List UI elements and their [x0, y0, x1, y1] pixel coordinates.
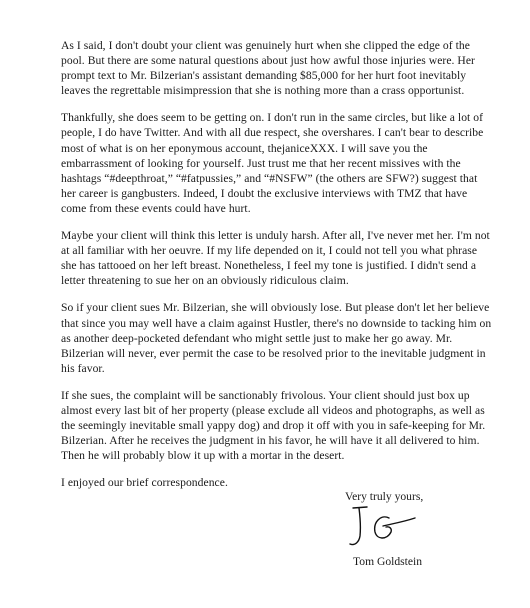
paragraph-twitter: Thankfully, she does seem to be getting on. I don't run in the same circles, but like a lot of people, I do have Twitter. And with all due respect, she overshares. I can't bear to describe most of what is on her eponymous account, thejaniceXXX. I will save you the embarrassment of looking for yourself. Just trust me that her recent missives with the hashtags “#deepthroat,” “#fatpussies,” and “#NSFW” (the others are SFW?) suggest that her career is gangbusters. Indeed, I doubt the exclusive interviews with TMZ that have come from these events could have hurt. — [61, 111, 484, 215]
letter-body — [61, 38, 493, 502]
paragraph-lawsuit: So if your client sues Mr. Bilzerian, she will obviously lose. But please don't let her believe that since you may well have a claim against Hustler, there's no downside to tacking him on as another deep-pocketed defendant who might settle just to make her go away. Mr. Bilzerian will never, ever permit the case to be resolved prior to the inevitable judgment in his favor. — [61, 301, 492, 375]
paragraph-injuries: As I said, I don't doubt your client was genuinely hurt when she clipped the edge of the pool. But there are some natural questions about just how awful those injuries were. Her prompt text to Mr. Bilzerian's assistant demanding $85,000 for her hurt foot inevitably leaves the regrettable misimpression that she is nothing more than a crass opportunist. — [61, 39, 475, 98]
closing-phrase: Very truly yours, — [345, 490, 424, 503]
signer-name: Tom Goldstein — [353, 555, 423, 568]
handwritten-signature — [345, 504, 421, 550]
paragraph-tone: Maybe your client will think this letter is unduly harsh. After all, I've never met her. I'm not at all familiar with her oeuvre. If my life depended on it, I could not tell you what phrase she has tattooed on her left breast. Nonetheless, I feel my tone is justified. I didn't send a letter threatening to sue her on an obviously ridiculous claim. — [61, 229, 490, 288]
paragraph-frivolous: If she sues, the complaint will be sanctionably frivolous. Your client should just box up almost every last bit of her property (please exclude all videos and photographs, as well as the seemingly inevitable small yappy dog) and drop it off with you in safe-keeping for Mr. Bilzerian. After he receives the judgment in his favor, he will have it all delivered to him. Then he will probably blow it up with a mortar in the desert. — [61, 388, 486, 463]
paragraph-correspondence: I enjoyed our brief correspondence. — [61, 476, 228, 490]
